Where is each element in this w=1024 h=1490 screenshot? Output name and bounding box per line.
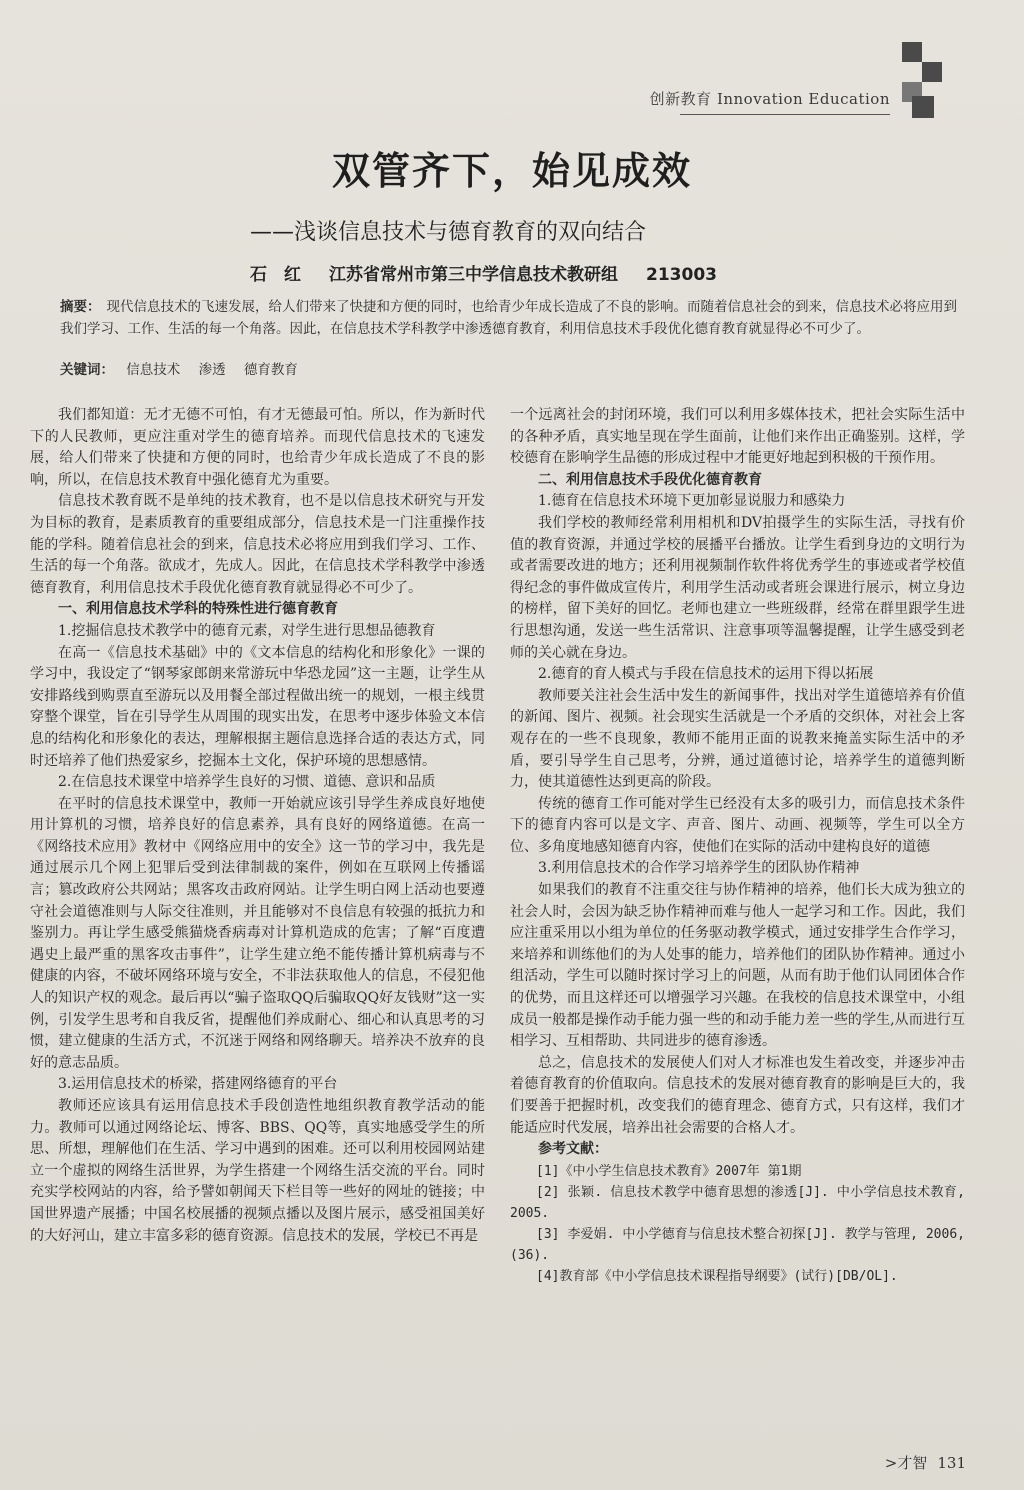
subsection-heading: 1.德育在信息技术环境下更加彰显说服力和感染力 bbox=[538, 493, 846, 510]
section-heading: 二、利用信息技术手段优化德育教育 bbox=[538, 471, 762, 488]
header-rule bbox=[680, 114, 890, 115]
paragraph: 我们学校的教师经常利用相机和DV拍摄学生的实际生活，寻找有价值的教育资源，并通过学校的展播平台播放。让学生看到身边的文明行为或者需要改进的地方；还利用视频制作软件将优秀学生的事迹或者学校值得纪念的事件做成宣传片，利用学生活动或者班会课进行展示，树立身边的榜样，留下美好的回忆。老师也建立一些班级群，经常在群里跟学生进行思想沟通，发送一些生活常识、注意事项等温馨提醒，让学生感受到老师的关心就在身边。 bbox=[510, 514, 965, 661]
reference-item: [3] 李爱娟. 中小学德育与信息技术整合初探[J]. 教学与管理, 2006, (36). bbox=[510, 1226, 965, 1263]
subsection-heading: 1.挖掘信息技术教学中的德育元素，对学生进行思想品德教育 bbox=[58, 622, 436, 639]
subsection-heading: 2.在信息技术课堂中培养学生良好的习惯、道德、意识和品质 bbox=[58, 774, 436, 791]
paragraph: 总之，信息技术的发展使人们对人才标准也发生着改变，并逐步冲击着德育教育的价值取向。信息技术的发展对德育教育的影响是巨大的，我们要善于把握时机，改变我们的德育理念、德育方式，只有这样，我们才能适应时代发展，培养出社会需要的合格人才。 bbox=[510, 1054, 965, 1136]
decorative-square bbox=[902, 42, 922, 62]
paragraph: 信息技术教育既不是单纯的技术教育，也不是以信息技术研究与开发为目标的教育，是素质教育的重要组成部分，信息技术是一门注重操作技能的学科。随着信息社会的到来，信息技术必将应用到我们学习、工作、生活的每一个角落。欲成才，先成人。因此，在信息技术学科教学中渗透德育教育，利用信息技术手段优化德育教育就显得必不可少了。 bbox=[30, 493, 485, 596]
paragraph: 教师还应该具有运用信息技术手段创造性地组织教育教学活动的能力。教师可以通过网络论坛、博客、BBS、QQ等，真实地感受学生的所思、所想，理解他们在生活、学习中遇到的困难。还可以利用校园网站建立一个虚拟的网络生活世界，为学生搭建一个网络生活交流的平台。同时充实学校网站的内容，给予譬如朝闻天下栏目等一些好的网址的链接；中国世界遗产展播；中国名校展播的视频点播以及图片展示，感受祖国美好的大好河山，建立丰富多彩的德育资源。信息技术的发展，学校已不再是 bbox=[30, 1098, 485, 1244]
left-column bbox=[30, 405, 485, 1247]
paragraph: 一个远离社会的封闭环境，我们可以利用多媒体技术，把社会实际生活中的各种矛盾，真实地呈现在学生面前，让他们来作出正确鉴别。这样，学校德育在影响学生品德的形成过程中才能更好地起到积极的干预作用。 bbox=[510, 407, 965, 467]
author-postcode: 213003 bbox=[646, 265, 717, 285]
section-heading: 一、利用信息技术学科的特殊性进行德育教育 bbox=[58, 601, 338, 618]
author-name: 石 红 bbox=[250, 265, 301, 285]
references-title: 参考文献： bbox=[538, 1141, 608, 1158]
subsection-heading: 2.德育的育人模式与手段在信息技术的运用下得以拓展 bbox=[538, 666, 874, 683]
reference-item: [4]教育部《中小学信息技术课程指导纲要》(试行)[DB/OL]. bbox=[536, 1268, 898, 1284]
running-header bbox=[640, 80, 930, 120]
paragraph: 教师要关注社会生活中发生的新闻事件，找出对学生道德培养有价值的新闻、图片、视频。社会现实生活就是一个矛盾的交织体，对社会上客观存在的一些不良现象，教师不能用正面的说教来掩盖实际生活中的矛盾，要引导学生自己思考，分辨，通过道德讨论，培养学生的道德判断力，使其道德性达到更高的阶段。 bbox=[510, 687, 965, 791]
keywords-label: 关键词： bbox=[60, 362, 114, 378]
paragraph: 在高一《信息技术基础》中的《文本信息的结构化和形象化》一课的学习中，我设定了“钢琴家郎朗来常游玩中华恐龙园”这一主题，让学生从安排路线到购票直至游玩以及用餐全部过程做出统一的规划，一根主线贯穿整个课堂，旨在引导学生从周围的现实出发，在思考中逐步体验文本信息的结构化和形象化的表达，理解根据主题信息选择合适的表达方式，同时还培养了他们热爱家乡，挖掘本土文化，保护环境的思想感情。 bbox=[30, 644, 485, 769]
right-column bbox=[510, 405, 965, 1287]
page-number: 131 bbox=[937, 1454, 966, 1472]
reference-item: [2] 张颖. 信息技术教学中德育思想的渗透[J]. 中小学信息技术教育, 2005. bbox=[510, 1184, 965, 1221]
article-title: 双管齐下，始见成效 bbox=[331, 148, 692, 193]
abstract-label: 摘要： bbox=[60, 299, 101, 315]
author-line bbox=[250, 260, 745, 285]
paragraph: 传统的德育工作可能对学生已经没有太多的吸引力，而信息技术条件下的德育内容可以是文字、声音、图片、动画、视频等，学生可以全方位、多角度地感知德育内容，使他们在实际的活动中建构良好的道德 bbox=[510, 795, 965, 855]
paragraph: 在平时的信息技术课堂中，教师一开始就应该引导学生养成良好地使用计算机的习惯，培养良好的信息素养，具有良好的网络道德。在高一《网络技术应用》教材中《网络应用中的安全》这一节的学习中，我先是通过展示几个网上犯罪后受到法律制裁的案件，例如在互联网上传播谣言；篡改政府公共网站；黑客攻击政府网站。让学生明白网上活动也要遵守社会道德准则与人际交往准则，并且能够对不良信息有较强的抵抗力和鉴别力。再让学生感受熊猫烧香病毒对计算机造成的危害；了解“百度遭遇史上最严重的黑客攻击事件”，让学生建立绝不能传播计算机病毒与不健康的内容，不破坏网络环境与安全，不非法获取他人的信息，不侵犯他人的知识产权的观念。最后再以“骗子盗取QQ后骗取QQ好友钱财”这一实例，引发学生思考和自我反省，提醒他们养成耐心、细心和认真思考的习惯，建立健康的生活方式，不沉迷于网络和网络聊天。培养决不放弃的良好的意志品质。 bbox=[30, 795, 485, 1071]
decorative-square bbox=[922, 62, 942, 82]
subsection-heading: 3.运用信息技术的桥梁，搭建网络德育的平台 bbox=[58, 1076, 338, 1093]
paragraph: 我们都知道：无才无德不可怕，有才无德最可怕。所以，作为新时代下的人民教师，更应注重对学生的德育培养。而现代信息技术的飞速发展，给人们带来了快捷和方便的同时，也给青少年成长造成了不良的影响，所以，在信息技术教育中强化德育尤为重要。 bbox=[30, 407, 485, 488]
keywords bbox=[60, 358, 312, 378]
subsection-heading: 3.利用信息技术的合作学习培养学生的团队协作精神 bbox=[538, 860, 860, 877]
reference-item: [1]《中小学生信息技术教育》2007年 第1期 bbox=[536, 1163, 802, 1179]
keyword: 德育教育 bbox=[243, 362, 298, 378]
author-affiliation: 江苏省常州市第三中学信息技术教研组 bbox=[329, 265, 618, 285]
section-label: 创新教育 Innovation Education bbox=[649, 90, 890, 108]
article-subtitle: ——浅谈信息技术与德育教育的双向结合 bbox=[250, 220, 647, 245]
paragraph: 如果我们的教育不注重交往与协作精神的培养，他们长大成为独立的社会人时，会因为缺乏协作精神而难与他人一起学习和工作。因此，我们应注重采用以小组为单位的任务驱动教学模式，通过安排学生合作学习，来培养和训练他们的为人处事的能力，培养他们的团队协作精神。通过小组活动，学生可以随时探讨学习上的问题，从而有助于他们认同团体合作的优势，而且这样还可以增强学习兴趣。在我校的信息技术课堂中，小组成员一般都是操作动手能力强一些的和动手能力差一些的学生,从而进行互相学习、互相帮助、共同进步的德育渗透。 bbox=[510, 882, 965, 1050]
abstract-text: 现代信息技术的飞速发展，给人们带来了快捷和方便的同时，也给青少年成长造成了不良的影响。而随着信息社会的到来，信息技术必将应用到我们学习、工作、生活的每一个角落。因此，在信息技术学科教学中渗透德育教育，利用信息技术手段优化德育教育就显得必不可少了。 bbox=[60, 299, 957, 337]
journal-name: >才智 bbox=[884, 1454, 928, 1472]
abstract bbox=[60, 296, 970, 340]
page-footer bbox=[875, 1452, 966, 1473]
decorative-square bbox=[912, 96, 934, 118]
keyword: 渗透 bbox=[198, 362, 226, 378]
keyword: 信息技术 bbox=[126, 362, 181, 378]
